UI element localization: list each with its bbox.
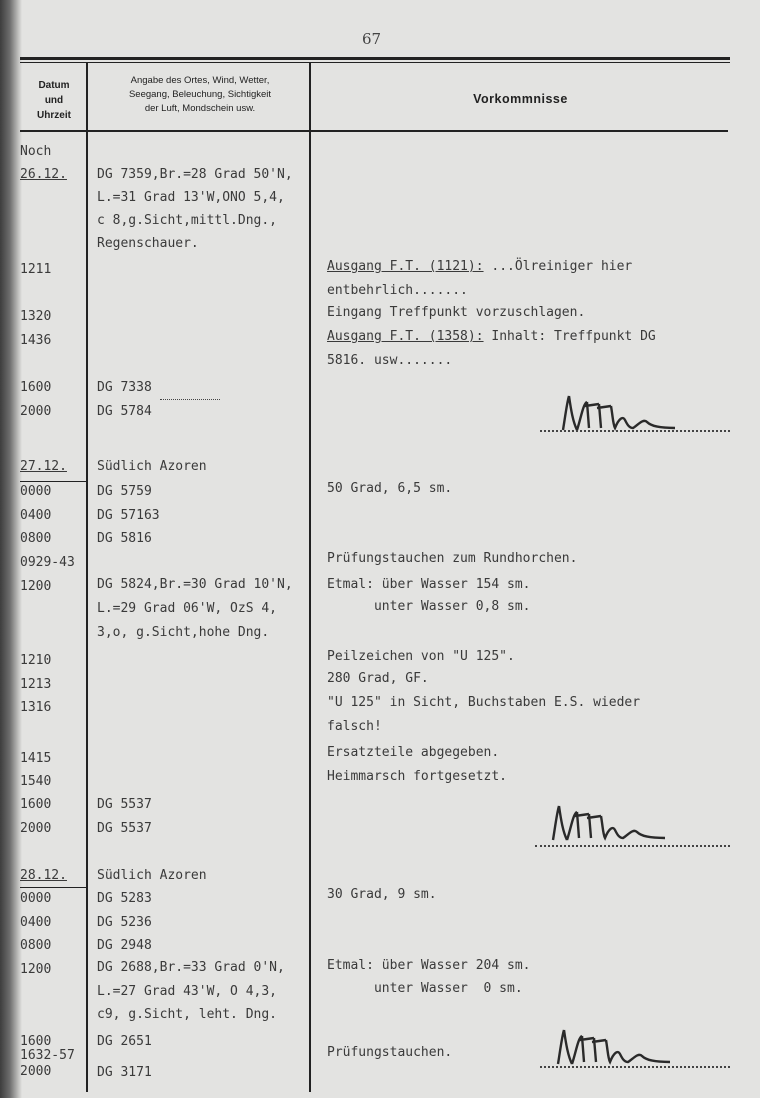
time-cell: 1200 [20,579,52,594]
place-cell: L.=27 Grad 43'W, O 4,3, [97,984,278,999]
event-text: Inhalt: Treffpunkt DG [483,329,656,344]
time-cell: 2000 [20,1064,52,1079]
date-cell: 27.12. [20,459,67,474]
top-rule [20,57,730,60]
time-cell: 2000 [20,404,52,419]
place-cell: DG 5816 [97,531,152,546]
time-cell: 1415 [20,751,52,766]
place-cell: L.=29 Grad 06'W, OzS 4, [97,601,278,616]
event-cell [327,258,632,276]
date-cell: 26.12. [20,167,67,182]
time-cell: 1540 [20,774,52,789]
event-cell: unter Wasser 0,8 sm. [327,599,531,614]
place-cell: DG 2688,Br.=33 Grad 0'N, [97,960,285,975]
time-cell: 0400 [20,508,52,523]
place-cell: DG 5236 [97,915,152,930]
place-cell: DG 5784 [97,404,152,419]
signature-line-1 [540,430,730,432]
date-cell: 28.12. [20,868,67,883]
time-cell: 1600 [20,380,52,395]
event-cell: "U 125" in Sicht, Buchstaben E.S. wieder [327,695,641,710]
time-cell: 0800 [20,531,52,546]
event-prefix: Ausgang F.T. (1358): [327,329,484,344]
page-number: 67 [362,30,382,48]
header-place-weather: Angabe des Ortes, Wind, Wetter, Seegang, Beleuchung, Sichtigkeit der Luft, Mondschein usw. [128,75,272,114]
time-cell: 1436 [20,333,52,348]
time-cell: 0400 [20,915,52,930]
time-cell: 1200 [20,962,52,977]
signature-2 [545,798,685,848]
place-cell: DG 2948 [97,938,152,953]
place-cell: DG 5759 [97,484,152,499]
time-cell: 1213 [20,677,52,692]
place-cell: c9, g.Sicht, leht. Dng. [97,1007,278,1022]
signature-3 [550,1022,690,1072]
place-cell: DG 7359,Br.=28 Grad 50'N, [97,167,293,182]
time-cell: 1211 [20,262,52,277]
time-cell: 1316 [20,700,52,715]
event-cell: 50 Grad, 6,5 sm. [327,481,453,496]
event-cell: 280 Grad, GF. [327,671,429,686]
event-cell: 30 Grad, 9 sm. [327,887,437,902]
time-cell: 1210 [20,653,52,668]
event-cell: Etmal: über Wasser 154 sm. [327,577,531,592]
binding-shadow [0,0,22,1098]
place-cell: Südlich Azoren [97,459,207,474]
event-cell [327,328,656,346]
event-cell: Prüfungstauchen. [327,1045,453,1060]
time-cell: 0800 [20,938,52,953]
place-cell: L.=31 Grad 13'W,ONO 5,4, [97,190,285,205]
event-cell: Prüfungstauchen zum Rundhorchen. [327,551,578,566]
time-cell: 0000 [20,891,52,906]
event-cell: Eingang Treffpunkt vorzuschlagen. [327,305,586,320]
signature-line-2 [535,845,730,847]
event-cell: unter Wasser 0 sm. [327,981,523,996]
place-cell: DG 3171 [97,1065,152,1080]
dotted-leader [160,399,220,400]
time-cell: 2000 [20,821,52,836]
place-cell: 3,o, g.Sicht,hohe Dng. [97,625,270,640]
header-bottom-rule [20,130,728,132]
place-cell: DG 5537 [97,797,152,812]
time-cell: 0000 [20,484,52,499]
event-cell: Heimmarsch fortgesetzt. [327,769,508,784]
place-cell: DG 57163 [97,508,160,523]
time-cell: 1600 [20,1034,52,1049]
event-cell: Etmal: über Wasser 204 sm. [327,958,531,973]
event-text: ...Ölreiniger hier [483,259,633,274]
place-cell: Regenschauer. [97,236,199,251]
header-date-time: Datum und Uhrzeit [37,80,71,121]
header-events: Vorkommnisse [473,92,568,106]
column-divider-2 [309,62,311,1092]
top-rule-thin [20,62,730,63]
time-cell: Noch [20,144,52,159]
column-divider-1 [86,62,88,1092]
event-cell: 5816. usw....... [327,353,453,368]
signature-line-3 [540,1066,730,1068]
place-cell: Südlich Azoren [97,868,207,883]
place-cell: DG 5824,Br.=30 Grad 10'N, [97,577,293,592]
event-prefix: Ausgang F.T. (1121): [327,259,484,274]
event-cell: entbehrlich....... [327,283,468,298]
event-cell: Peilzeichen von "U 125". [327,649,515,664]
time-cell: 1632-57 [20,1048,75,1063]
place-cell: DG 5283 [97,891,152,906]
time-cell: 1600 [20,797,52,812]
time-cell: 0929-43 [20,555,75,570]
time-cell: 1320 [20,309,52,324]
event-cell: falsch! [327,719,382,734]
place-cell: DG 7338 [97,380,152,395]
date-rule-2812 [20,887,86,888]
event-cell: Ersatzteile abgegeben. [327,745,500,760]
place-cell: c 8,g.Sicht,mittl.Dng., [97,213,278,228]
date-rule-2712 [20,481,86,482]
place-cell: DG 5537 [97,821,152,836]
place-cell: DG 2651 [97,1034,152,1049]
